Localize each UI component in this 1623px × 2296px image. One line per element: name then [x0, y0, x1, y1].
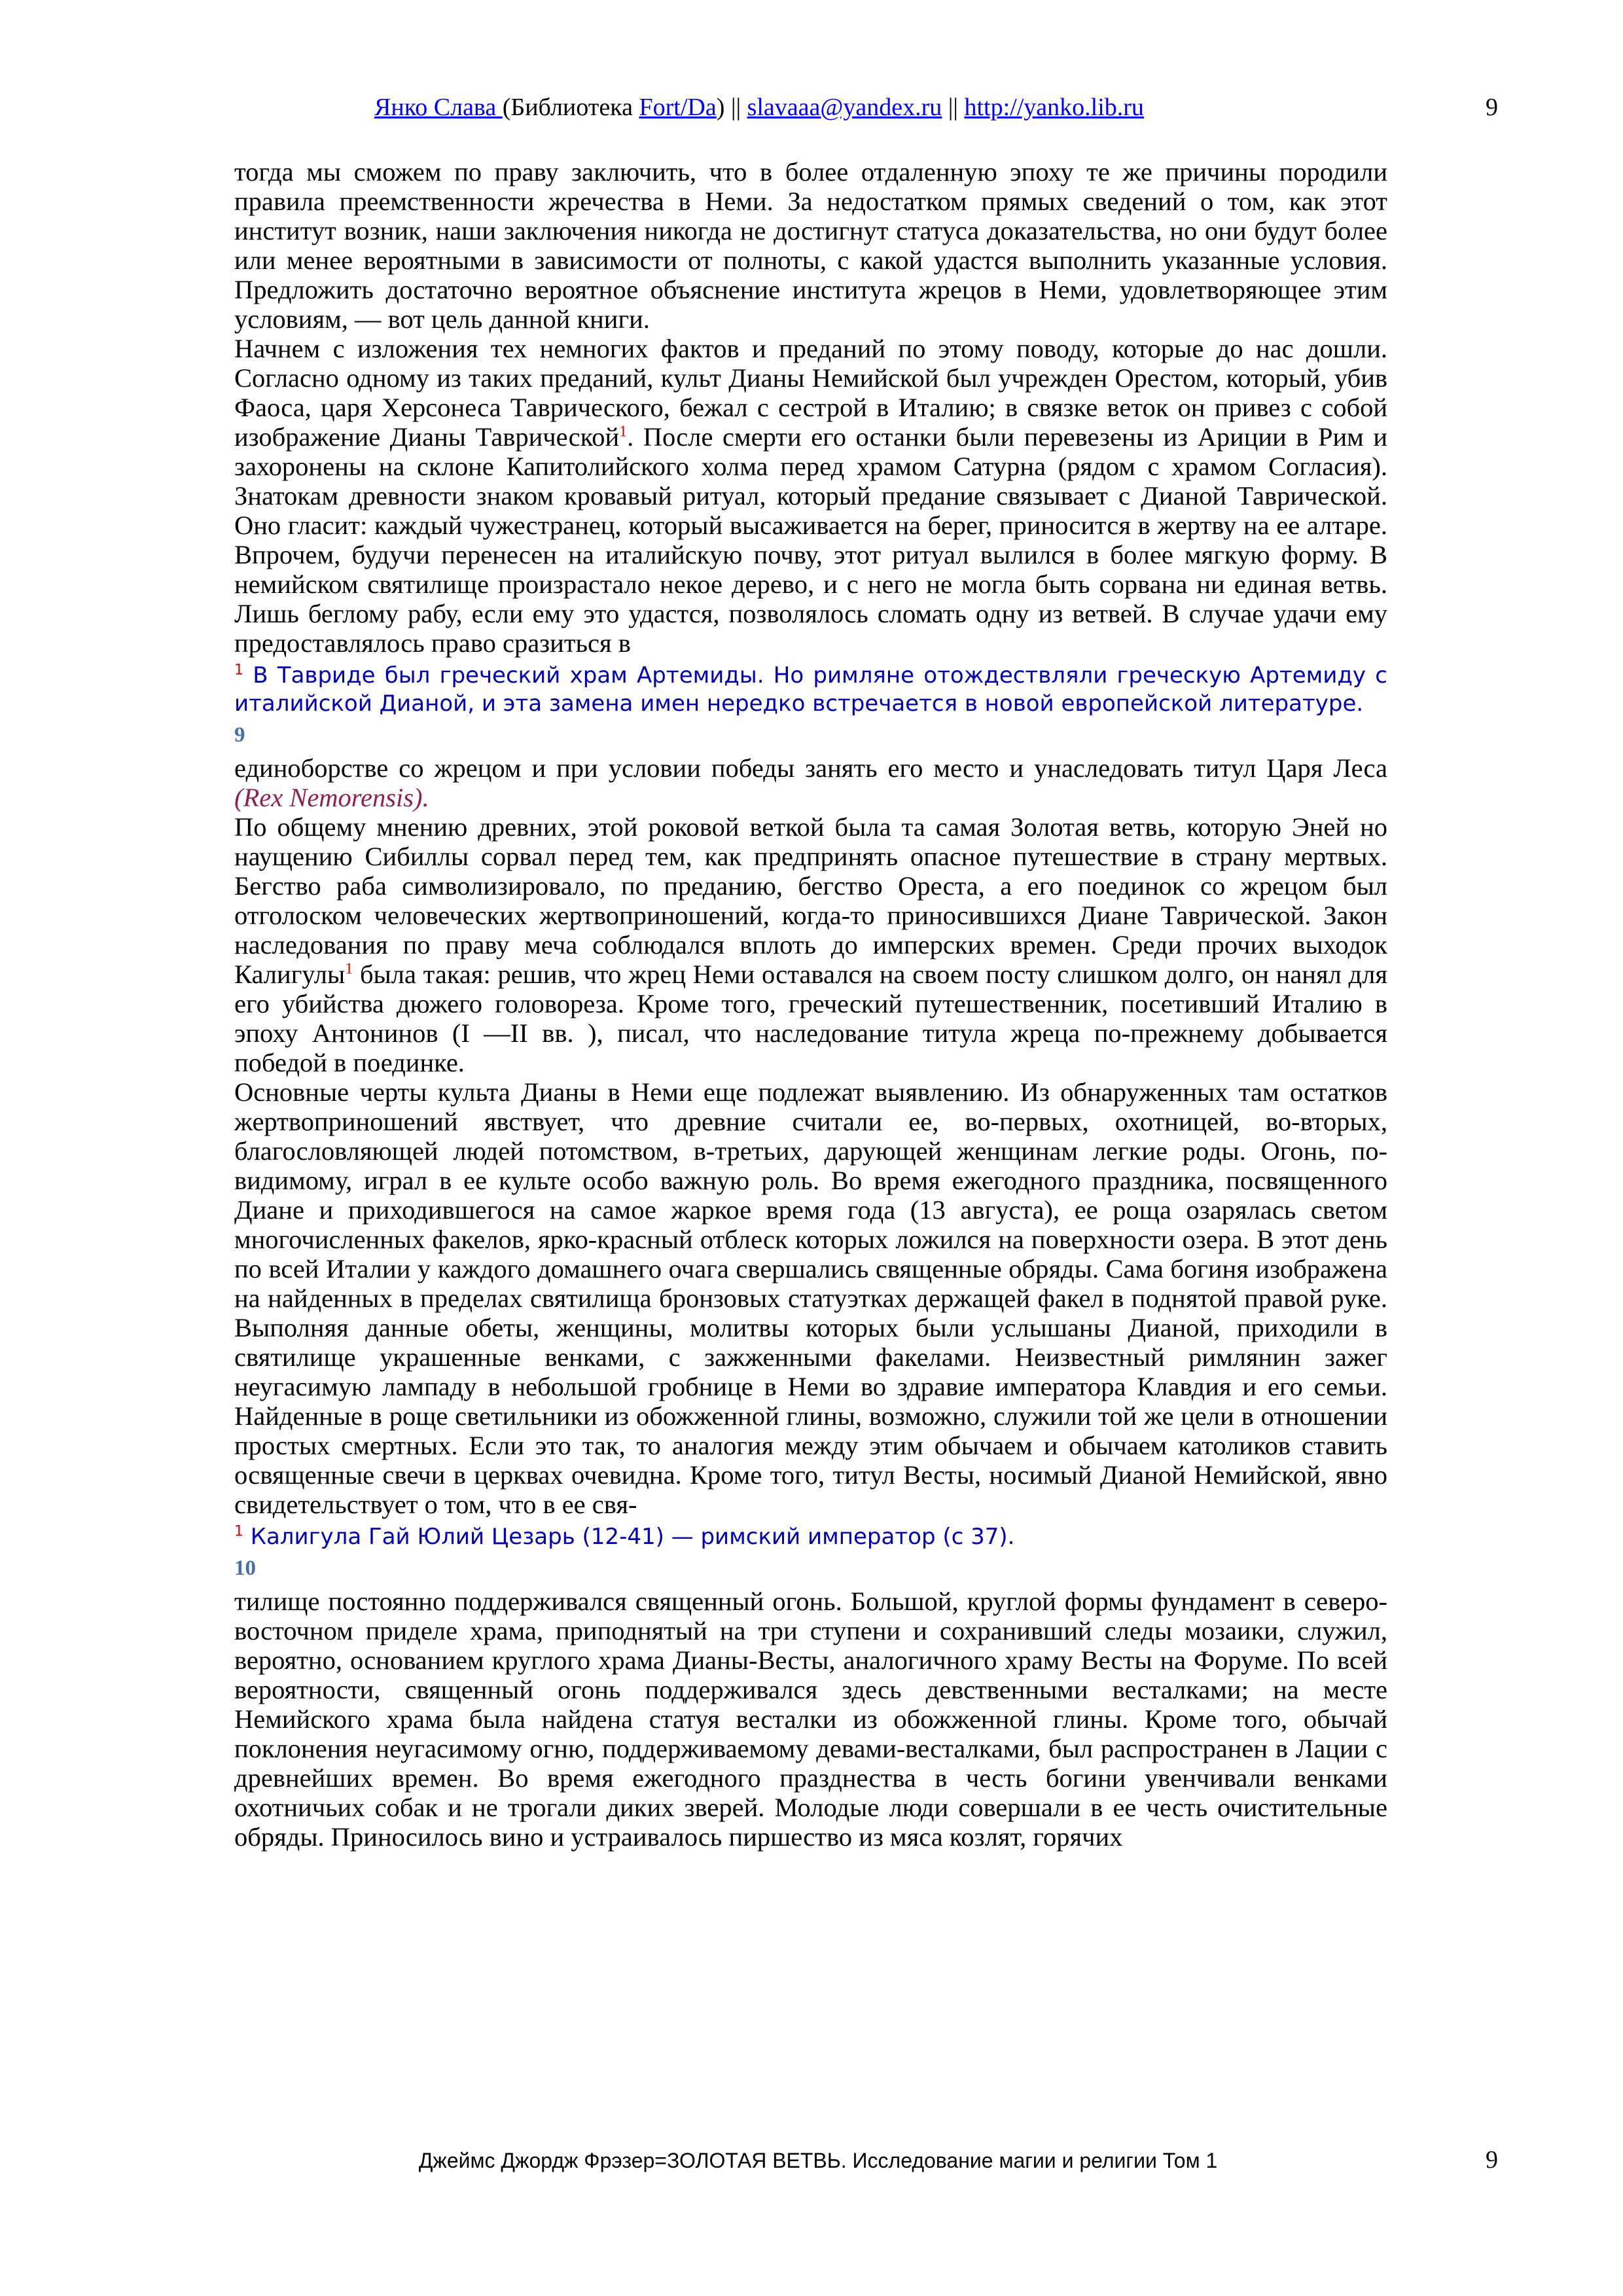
library-suffix: ) || [716, 94, 747, 121]
paragraph-4-start: По общему мнению древних, этой роковой веткой была та самая Золотая ветвь, которую Эней но наущению Сибиллы сорвал перед тем, как предпринять опасное путешествие в страну мертвых. Бегство раба символизировало, по преданию, бегство Ореста, а его поединок со жрецом был отголоском человеческих жертвоприношений, когда-то приносившихся Диане Таврической. Закон наследования по праву меча соблюдался вплоть до имперских времен. Среди прочих выходок Калигулы [234, 812, 1387, 989]
source-page-marker-9: 9 [234, 723, 245, 747]
paragraph-3 [234, 753, 1387, 812]
source-page-marker-10: 10 [234, 1556, 256, 1580]
email-link[interactable]: slavaaa@yandex.ru [747, 94, 942, 121]
footer-page-number: 9 [1486, 2146, 1498, 2174]
paragraph-1: тогда мы сможем по праву заключить, что в более отдаленную эпоху те же причины породили правила преемственности жречества в Неми. За недостатком прямых сведений о том, как этот институт возник, наши заключения никогда не достигнут статуса доказательства, но они будут более или менее вероятными в зависимости от полноты, с какой удастся выполнить указанные условия. Предложить достаточно вероятное объяснение института жрецов в Неми, удовлетворяющее этим условиям, — вот цель данной книги. [234, 157, 1387, 334]
footnote-1 [234, 662, 1387, 718]
paragraph-6: тилище постоянно поддерживался священный огонь. Большой, круглой формы фундамент в северо-восточном приделе храма, приподнятый на три ступени и сохранивший следы мозаики, служил, вероятно, основанием круглого храма Дианы-Весты, аналогичного храму Весты на Форуме. По всей вероятности, священный огонь поддерживался здесь девственными весталками; на месте Немийского храма была найдена статуя весталки из обожженной глины. Кроме того, обычай поклонения неугасимому огню, поддерживаемому девами-весталками, был распространен в Лации с древнейших времен. Во время ежегодного празднества в честь богини увенчивали венками охотничьих собак и не трогали диких зверей. Молодые люди совершали в ее честь очистительные обряды. Приносилось вино и устраивалось пиршество из мяса козлят, горячих [234, 1587, 1387, 1852]
footnote-1-mark: 1 [234, 662, 243, 679]
paragraph-2 [234, 334, 1387, 658]
library-link[interactable]: Fort/Da [639, 94, 717, 121]
page-header [236, 93, 1283, 122]
library-prefix: (Библиотека [502, 94, 639, 121]
paragraph-3-text: единоборстве со жрецом и при условии победы занять его место и унаследовать титул Царя Леса [234, 753, 1387, 783]
header-separator: || [942, 94, 965, 121]
header-page-number: 9 [1486, 94, 1498, 121]
paragraph-5: Основные черты культа Дианы в Неми еще подлежат выявлению. Из обнаруженных там остатков жертвоприношений явствует, что древние считали ее, во-первых, охотницей, во-вторых, благословляющей людей потомством, в-третьих, дарующей женщинам легкие роды. Огонь, по-видимому, играл в ее культе особо важную роль. Во время ежегодного праздника, посвященного Диане и приходившегося на самое жаркое время года (13 августа), ее роща озарялась светом многочисленных факелов, ярко-красный отблеск которых ложился на поверхности озера. В этот день по всей Италии у каждого домашнего очага свершались священные обряды. Сама богиня изображена на найденных в пределах святилища бронзовых статуэтках держащей факел в поднятой правой руке. Выполняя данные обеты, женщины, молитвы которых были услышаны Дианой, приходили в святилище украшенные венками, с зажженными факелами. Неизвестный римлянин зажег неугасимую лампаду в небольшой гробнице в Неми во здравие императора Клавдия и его семьи. Найденные в роще светильники из обожженной глины, возможно, служили той же цели в отношении простых смертных. Если это так, то аналогия между этим обычаем и обычаем католиков ставить освященные свечи в церквах очевидна. Кроме того, титул Весты, носимый Дианой Немийской, явно свидетельствует о том, что в ее свя- [234, 1077, 1387, 1519]
paragraph-4 [234, 812, 1387, 1077]
footnote-1-text: В Тавриде был греческий храм Артемиды. Но римляне отождествляли греческую Артемиду с италийской Дианой, и эта замена имен нередко встречается в новой европейской литературе. [234, 662, 1387, 717]
footnote-2-mark: 1 [234, 1523, 243, 1540]
page-footer: Джеймс Джордж Фрэзер=ЗОЛОТАЯ ВЕТВЬ. Исследование магии и религии Том 1 [418, 2149, 1218, 2172]
footnote-ref-2[interactable]: 1 [345, 960, 353, 978]
body-text [234, 157, 1387, 1852]
paragraph-2-end: . После смерти его останки были перевезены из Ариции в Рим и захоронены на склоне Капитолийского холма перед храмом Сатурна (рядом с храмом Согласия). Знатокам древности знаком кровавый ритуал, который предание связывает с Дианой Таврической. Оно гласит: каждый чужестранец, который высаживается на берег, приносится в жертву на ее алтаре. Впрочем, будучи перенесен на италийскую почву, этот ритуал вылился в более мягкую форму. В немийском святилище произрастало некое дерево, и с него не могла быть сорвана ни единая ветвь. Лишь беглому рабу, если ему это удастся, позволялось сломать одну из ветвей. В случае удачи ему предоставлялось право сразиться в [234, 422, 1387, 658]
site-link[interactable]: http://yanko.lib.ru [964, 94, 1144, 121]
footnote-ref-1[interactable]: 1 [619, 423, 628, 440]
paragraph-2-start: Начнем с изложения тех немногих фактов и преданий по этому поводу, которые до нас дошли. Согласно одному из таких преданий, культ Дианы Немийской был учрежден Орестом, который, убив Фаоса, царя Херсонеса Таврического, бежал с сестрой в Италию; в связке веток он привез с собой изображение Дианы Таврической [234, 334, 1387, 452]
footnote-2 [234, 1523, 1387, 1551]
author-link[interactable]: Янко Слава [374, 94, 503, 121]
latin-term: (Rex Nemorensis). [234, 783, 429, 812]
paragraph-4-end: была такая: решив, что жрец Неми оставался на своем посту слишком долго, он нанял для его убийства дюжего головореза. Кроме того, греческий путешественник, посетивший Италию в эпоху Антонинов (I —II вв. ), писал, что наследование титула жреца по-прежнему добывается победой в поединке. [234, 960, 1387, 1077]
footnote-2-text: Калигула Гай Юлий Цезарь (12-41) — римский император (с 37). [243, 1524, 1015, 1550]
